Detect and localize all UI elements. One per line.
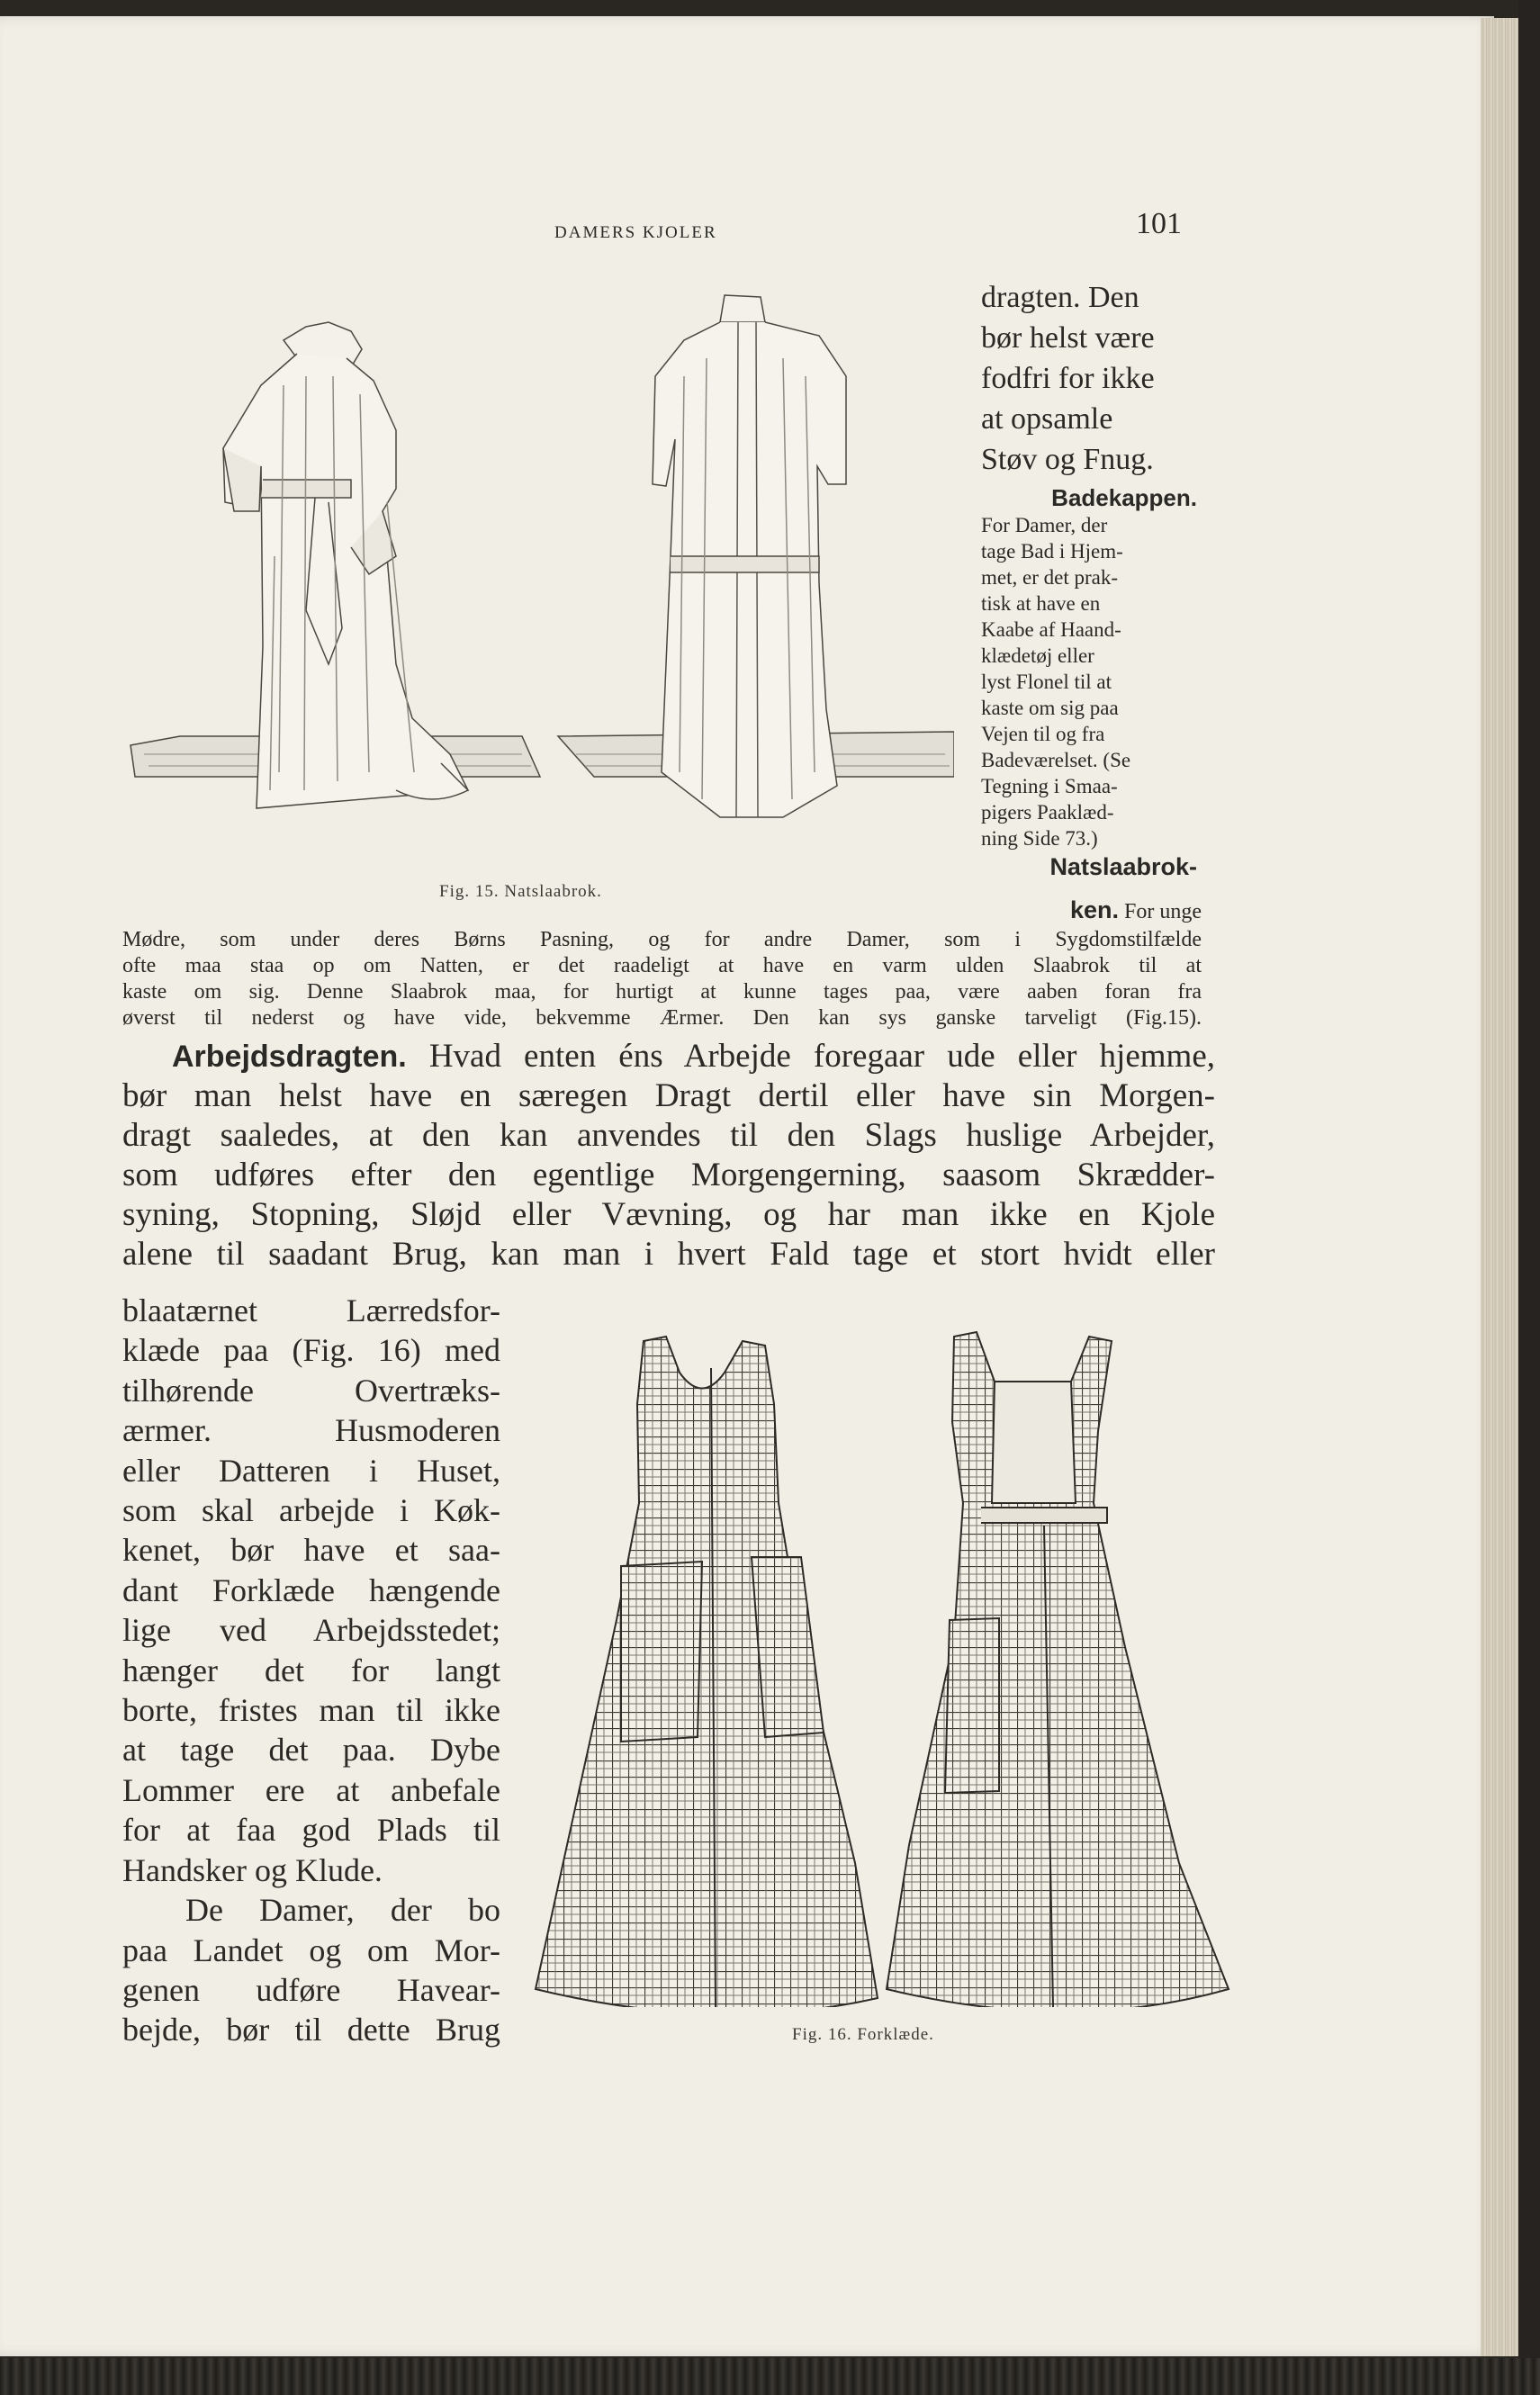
text-line: pigers Paaklæd-: [981, 801, 1114, 824]
text-line: øverst til nederst og have vide, bekvemme Ærmer. Den kan sys ganske tarveligt (Fig.15).: [122, 1006, 1202, 1030]
figure-15-caption: Fig. 15. Natslaabrok.: [439, 882, 602, 901]
bottom-cloth: [0, 2358, 1540, 2395]
text-line: Handsker og Klude.: [122, 1851, 383, 1888]
text-line: met, er det prak-: [981, 566, 1118, 589]
natslaabrok-paragraph: [122, 927, 1202, 1031]
text-line: for at faa god Plads til: [122, 1812, 500, 1849]
natslaabrok-heading: Natslaabrok-: [1049, 853, 1197, 880]
text-line: dragt saaledes, at den kan anvendes til den Slags huslige Arbejder,: [122, 1117, 1215, 1154]
text-line: bør man helst have en særegen Dragt dertil eller have sin Morgen-: [122, 1077, 1215, 1114]
text-line: tage Bad i Hjem-: [981, 540, 1123, 563]
text-line: Badeværelset. (Se: [981, 749, 1131, 771]
text-line: Mødre, som under deres Børns Pasning, og for andre Damer, som i Sygdomstilfælde: [122, 928, 1202, 951]
figure-16-illustration: [531, 1323, 1233, 2007]
text-line: fodfri for ikke: [981, 362, 1155, 395]
badekappen-text: [981, 512, 1197, 851]
text-line: kaste om sig. Denne Slaabrok maa, for hurtigt at kunne tages paa, være aaben foran fra: [122, 980, 1202, 1004]
text-line: at opsamle: [981, 402, 1113, 436]
text-line: ning Side 73.): [981, 827, 1098, 850]
text-line: dant Forklæde hængende: [122, 1571, 500, 1608]
text-line: som udføres efter den egentlige Morgengerning, saasom Skrædder-: [122, 1157, 1215, 1193]
arbejdsdragten-paragraph: [122, 1037, 1215, 1274]
figure-16-caption: Fig. 16. Forklæde.: [792, 2025, 934, 2044]
page-edge: [1481, 18, 1518, 2356]
text-line: Vejen til og fra: [981, 723, 1105, 745]
text-line: blaatærnet Lærredsfor-: [122, 1292, 500, 1328]
text-line: genen udføre Havear-: [122, 1971, 500, 2008]
page-number: 101: [1136, 207, 1182, 240]
text-line: som skal arbejde i Køk-: [122, 1492, 500, 1529]
natslaabrok-heading-continued: [1017, 896, 1202, 924]
heading-fragment: ken.: [1069, 896, 1119, 923]
text-line: tilhørende Overtræks-: [122, 1372, 500, 1409]
text-line: bør helst være: [981, 321, 1155, 355]
right-column: [981, 277, 1197, 880]
apron-column-text: [122, 1291, 500, 2050]
text-line: at tage det paa. Dybe: [122, 1732, 500, 1769]
text-line: kaste om sig paa: [981, 697, 1119, 719]
text-line: paa Landet og om Mor-: [122, 1931, 500, 1968]
arbejdsdragten-heading: Arbejdsdragten.: [172, 1040, 407, 1074]
text-line: Hvad enten éns Arbejde foregaar ude eller hjemme,: [428, 1038, 1215, 1075]
text-line: syning, Stopning, Sløjd eller Vævning, og har man ikke en Kjole: [122, 1196, 1215, 1233]
text-line: kenet, bør have et saa-: [122, 1532, 500, 1569]
book-spine: [1518, 0, 1540, 2395]
text-line: ærmer. Husmoderen: [122, 1412, 500, 1449]
text-line: Lommer ere at anbefale: [122, 1771, 500, 1808]
figure-15-illustration: [126, 286, 954, 844]
badekappen-heading: Badekappen.: [1051, 484, 1197, 511]
text-line: borte, fristes man til ikke: [122, 1692, 500, 1729]
inline-text: For unge: [1124, 900, 1202, 923]
text-line: lige ved Arbejdsstedet;: [122, 1612, 500, 1649]
text-line: Støv og Fnug.: [981, 443, 1154, 476]
text-line: alene til saadant Brug, kan man i hvert Fald tage et stort hvidt eller: [122, 1236, 1215, 1273]
intro-text: [981, 277, 1197, 480]
text-line: De Damer, der bo: [185, 1892, 500, 1929]
text-line: lyst Flonel til at: [981, 671, 1112, 693]
text-line: For Damer, der: [981, 514, 1108, 536]
text-line: dragten. Den: [981, 281, 1139, 314]
text-line: klæde paa (Fig. 16) med: [122, 1332, 500, 1369]
text-line: Tegning i Smaa-: [981, 775, 1118, 797]
text-line: Kaabe af Haand-: [981, 618, 1121, 641]
text-line: hænger det for langt: [122, 1652, 500, 1688]
text-line: bejde, bør til dette Brug: [122, 2012, 500, 2048]
text-line: klædetøj eller: [981, 644, 1094, 667]
running-title: DAMERS KJOLER: [554, 223, 717, 242]
text-line: tisk at have en: [981, 592, 1101, 615]
text-line: eller Datteren i Huset,: [122, 1452, 500, 1489]
text-line: ofte maa staa op om Natten, er det raadeligt at have en varm ulden Slaabrok til at: [122, 954, 1202, 977]
